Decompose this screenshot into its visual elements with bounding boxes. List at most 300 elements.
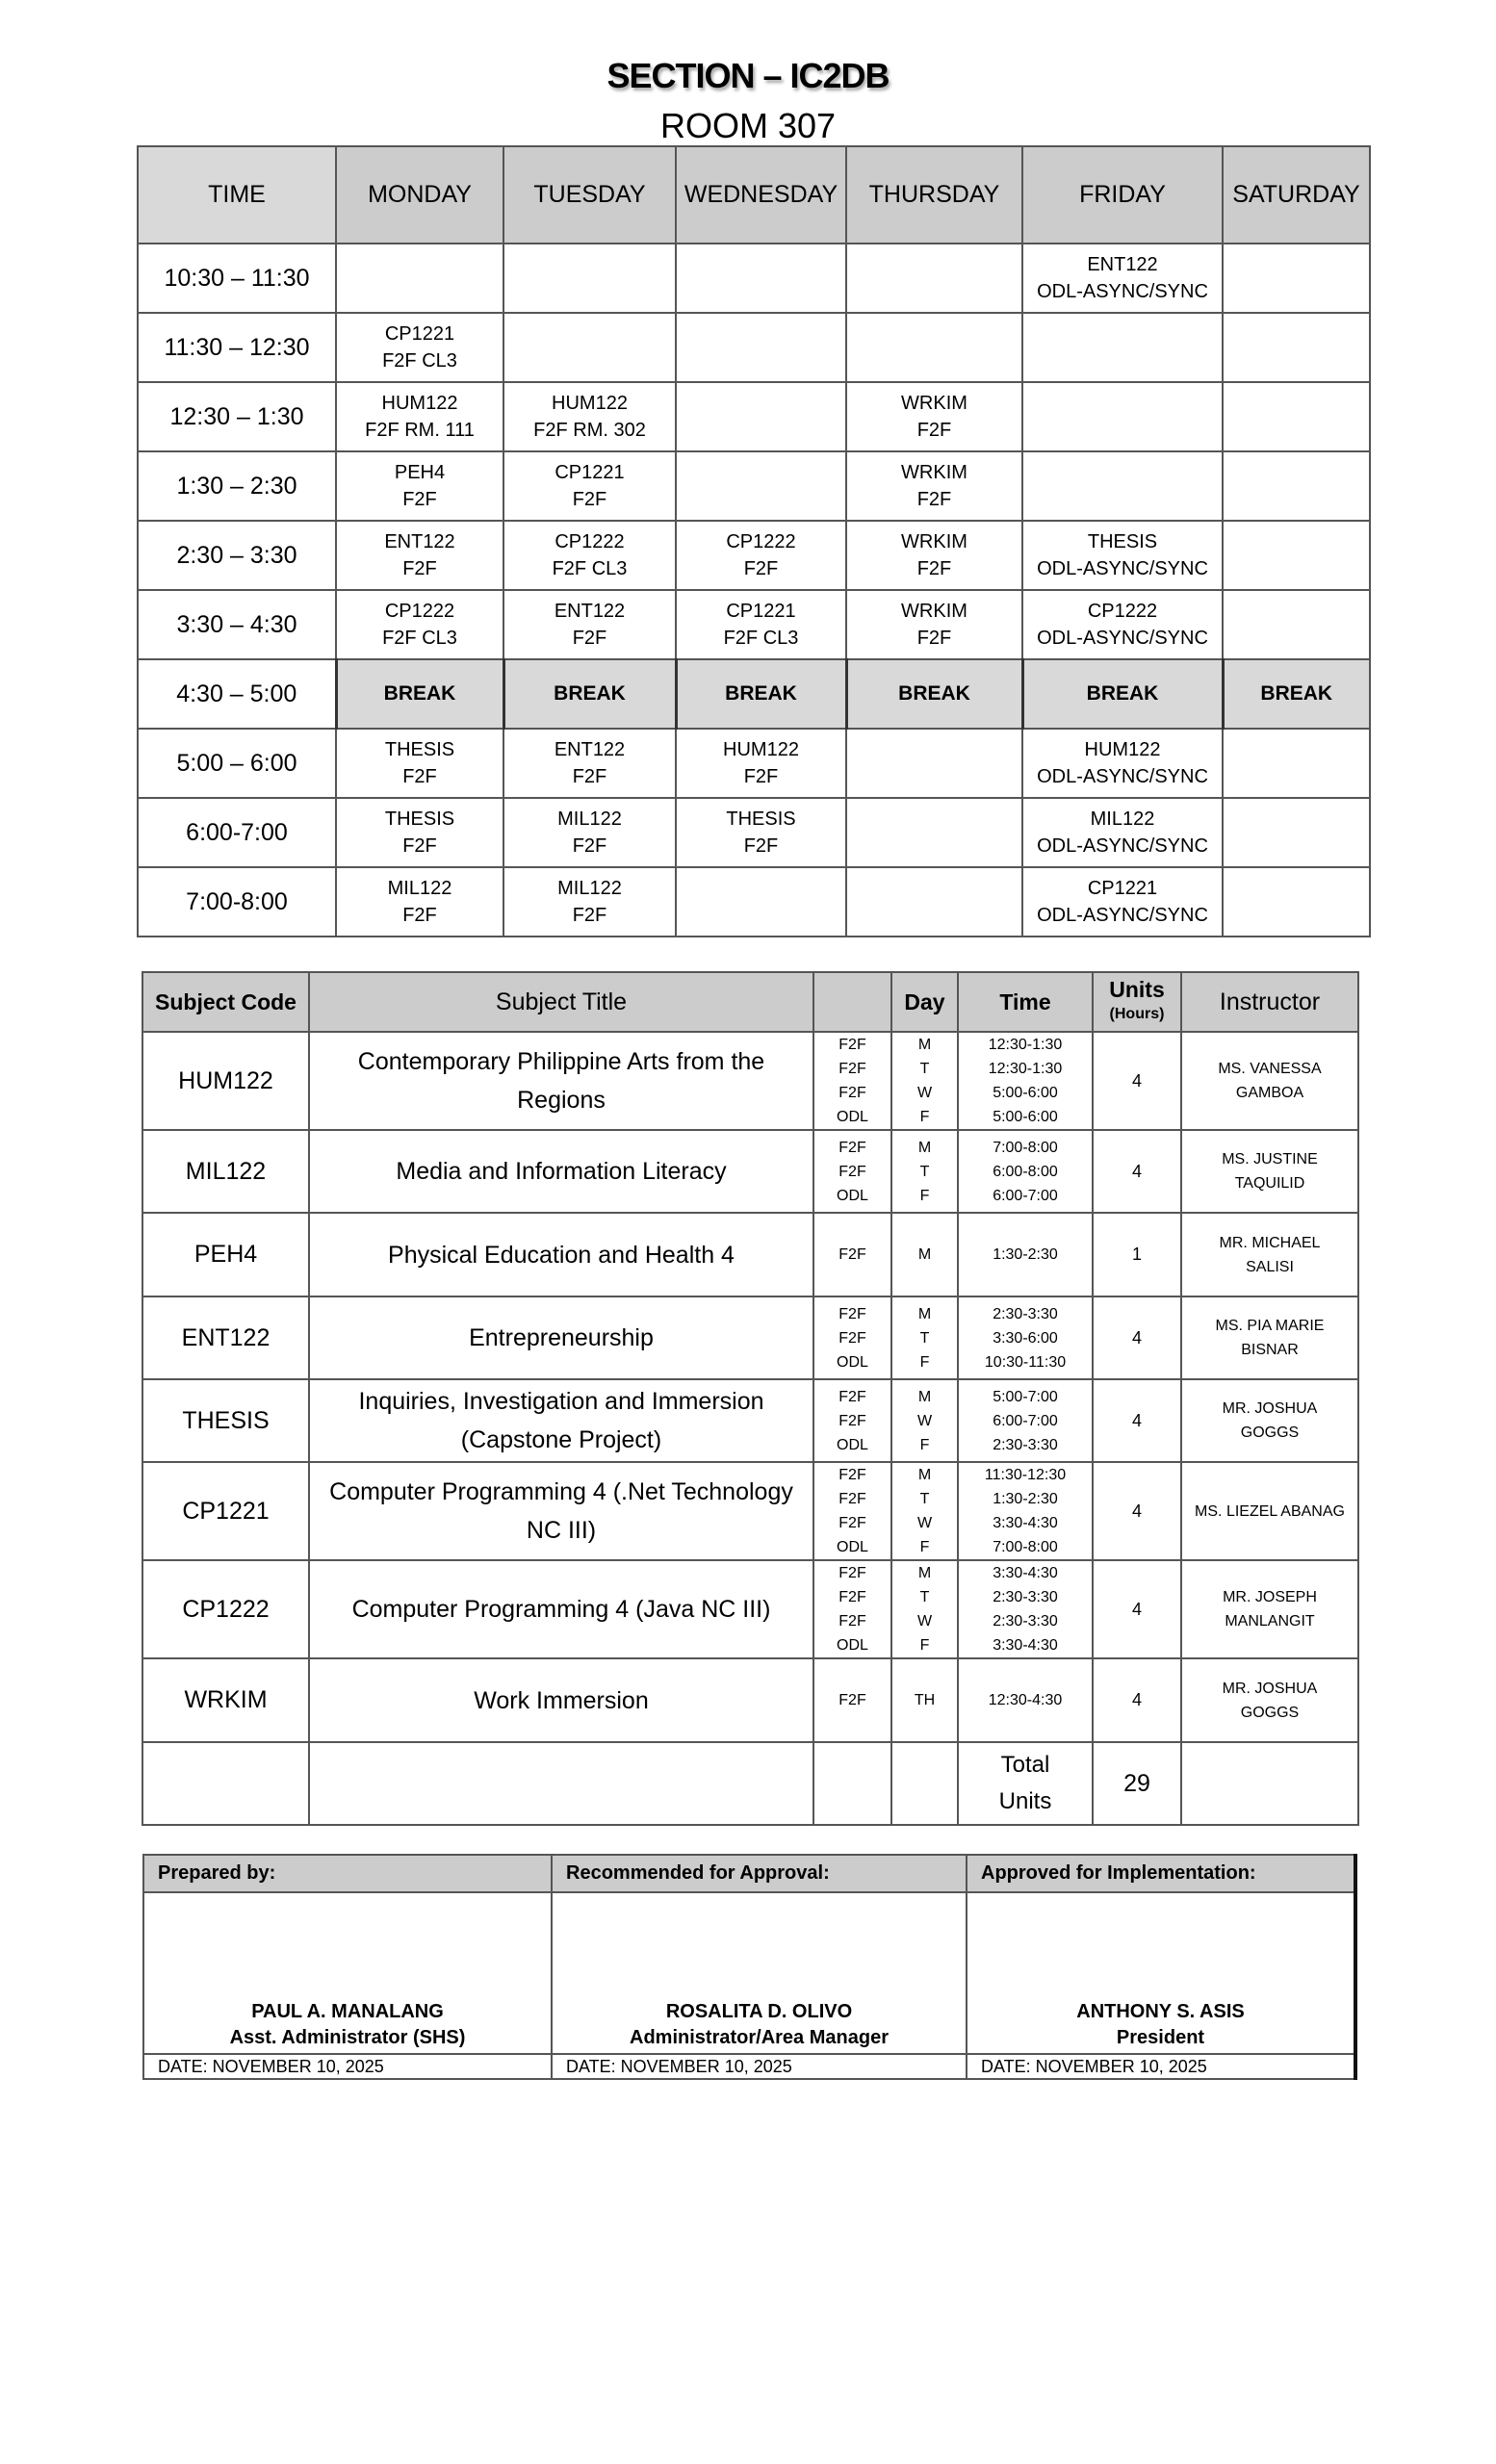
signature-recommended xyxy=(552,1892,967,2054)
signature-row xyxy=(143,1892,1355,2054)
delivery-mode: F2F xyxy=(402,905,437,926)
class-cell-wednesday xyxy=(676,729,846,798)
subject-row xyxy=(142,1032,1358,1130)
class-cell-friday xyxy=(1022,521,1223,590)
delivery-mode: F2F xyxy=(402,558,437,579)
instructor xyxy=(1181,1032,1358,1130)
delivery-mode: F2F xyxy=(572,766,607,787)
schedule-row xyxy=(138,382,1370,451)
break-row xyxy=(138,659,1370,729)
class-cell-saturday xyxy=(1223,729,1370,798)
delivery-mode: F2F xyxy=(572,489,607,510)
day: W xyxy=(916,1085,933,1101)
units-value: 4 xyxy=(1093,1296,1181,1379)
days xyxy=(891,1560,958,1658)
subject-code: PEH4 xyxy=(142,1213,309,1296)
subjects-header-row xyxy=(142,972,1358,1032)
class-cell-tuesday xyxy=(503,451,676,521)
empty-instructor xyxy=(1181,1742,1358,1825)
empty-title xyxy=(309,1742,813,1825)
time-range: 3:30-4:30 xyxy=(993,1565,1058,1581)
delivery-modes xyxy=(813,1560,891,1658)
class-cell-thursday xyxy=(846,867,1022,937)
subject-code: THESIS xyxy=(142,1379,309,1462)
delivery-mode: F2F xyxy=(916,558,952,579)
delivery-mode: ODL-ASYNC/SYNC xyxy=(1037,766,1208,787)
delivery-mode: F2F xyxy=(838,1515,866,1531)
subject-code: CP1221 xyxy=(555,462,625,483)
instructor xyxy=(1181,1296,1358,1379)
class-cell-saturday xyxy=(1223,382,1370,451)
delivery-modes xyxy=(813,1658,891,1742)
day: F xyxy=(919,1109,930,1125)
units-value: 4 xyxy=(1093,1462,1181,1560)
instructor-name-line: MR. JOSHUA xyxy=(1222,1680,1318,1697)
subject-code: ENT122 xyxy=(142,1296,309,1379)
prepared-by-heading: Prepared by: xyxy=(143,1855,552,1892)
delivery-mode: F2F xyxy=(743,835,779,857)
delivery-mode: ODL-ASYNC/SYNC xyxy=(1037,628,1208,649)
times xyxy=(958,1032,1093,1130)
class-cell-saturday xyxy=(1223,867,1370,937)
day: TH xyxy=(914,1692,936,1708)
delivery-mode: F2F xyxy=(838,1139,866,1156)
subject-code: ENT122 xyxy=(554,739,626,760)
class-cell-wednesday xyxy=(676,451,846,521)
delivery-mode: F2F xyxy=(402,835,437,857)
schedule-row xyxy=(138,867,1370,937)
delivery-mode: ODL xyxy=(837,1109,868,1125)
subject-code: CP1222 xyxy=(726,531,796,552)
delivery-mode: F2F xyxy=(838,1085,866,1101)
class-cell-wednesday xyxy=(676,313,846,382)
delivery-mode: F2F xyxy=(572,835,607,857)
delivery-mode: ODL xyxy=(837,1539,868,1555)
times xyxy=(958,1130,1093,1213)
subject-row xyxy=(142,1658,1358,1742)
room-label: ROOM 307 xyxy=(659,106,837,145)
time-range: 6:00-7:00 xyxy=(993,1187,1058,1204)
times xyxy=(958,1462,1093,1560)
class-cell-monday xyxy=(336,451,503,521)
schedule-row xyxy=(138,313,1370,382)
time-range: 6:00-8:00 xyxy=(993,1163,1058,1180)
delivery-mode: F2F xyxy=(838,1305,866,1322)
signature-prepared xyxy=(143,1892,552,2054)
day: M xyxy=(917,1037,932,1053)
delivery-mode: F2F xyxy=(838,1467,866,1483)
instructor-name-line: MR. MICHAEL xyxy=(1219,1234,1321,1251)
day: M xyxy=(917,1565,932,1581)
delivery-mode: F2F xyxy=(916,489,952,510)
class-cell-monday xyxy=(336,798,503,867)
class-cell-tuesday xyxy=(503,798,676,867)
time-range: 7:00-8:00 xyxy=(993,1139,1058,1156)
subject-code: CP1222 xyxy=(142,1560,309,1658)
total-units-label xyxy=(958,1742,1093,1825)
delivery-mode: F2F xyxy=(572,628,607,649)
subject-row xyxy=(142,1462,1358,1560)
instructor xyxy=(1181,1658,1358,1742)
subject-code: CP1221 xyxy=(1087,878,1158,899)
break-cell-tuesday: BREAK xyxy=(503,659,676,729)
subject-title: Entrepreneurship xyxy=(309,1296,813,1379)
subject-code: CP1221 xyxy=(726,601,796,622)
day: T xyxy=(919,1589,930,1605)
delivery-modes xyxy=(813,1213,891,1296)
weekly-schedule-table xyxy=(137,145,1371,937)
subject-code: CP1222 xyxy=(384,601,455,622)
delivery-mode: F2F xyxy=(838,1037,866,1053)
subject-code: CP1222 xyxy=(555,531,625,552)
time-range: 3:30-4:30 xyxy=(993,1637,1058,1654)
header-subject-title: Subject Title xyxy=(309,972,813,1032)
subject-row xyxy=(142,1560,1358,1658)
day: F xyxy=(919,1637,930,1654)
column-header-saturday: SATURDAY xyxy=(1223,146,1370,244)
units-value: 4 xyxy=(1093,1130,1181,1213)
schedule-header-row xyxy=(138,146,1370,244)
class-cell-monday xyxy=(336,313,503,382)
break-cell-wednesday: BREAK xyxy=(676,659,846,729)
signatory-name: PAUL A. MANALANG xyxy=(251,2001,444,2022)
subject-title: Contemporary Philippine Arts from the Regions xyxy=(309,1032,813,1130)
delivery-mode: F2F xyxy=(838,1388,866,1405)
break-cell-thursday: BREAK xyxy=(846,659,1022,729)
signatory-position: Asst. Administrator (SHS) xyxy=(229,2027,466,2048)
times xyxy=(958,1213,1093,1296)
time-range: 2:30-3:30 xyxy=(993,1613,1058,1630)
class-cell-friday xyxy=(1022,798,1223,867)
class-cell-thursday xyxy=(846,382,1022,451)
class-cell-tuesday xyxy=(503,729,676,798)
subject-title: Computer Programming 4 (.Net Technology NC III) xyxy=(309,1462,813,1560)
time-range: 5:00-7:00 xyxy=(993,1388,1058,1405)
delivery-mode: F2F xyxy=(838,1412,866,1429)
class-cell-thursday xyxy=(846,729,1022,798)
schedule-row xyxy=(138,244,1370,313)
empty-code xyxy=(142,1742,309,1825)
class-cell-tuesday xyxy=(503,382,676,451)
class-cell-thursday xyxy=(846,313,1022,382)
signatory-position: President xyxy=(1116,2027,1205,2048)
class-cell-monday xyxy=(336,590,503,659)
instructor-name-line: BISNAR xyxy=(1241,1342,1299,1358)
day: T xyxy=(919,1163,930,1180)
subject-code: THESIS xyxy=(384,739,455,760)
delivery-mode: F2F CL3 xyxy=(723,628,799,649)
instructor-name-line: MR. JOSEPH xyxy=(1223,1589,1317,1605)
class-cell-tuesday xyxy=(503,590,676,659)
delivery-mode: F2F xyxy=(838,1613,866,1630)
delivery-mode: ODL xyxy=(837,1187,868,1204)
class-cell-wednesday xyxy=(676,798,846,867)
recommended-heading: Recommended for Approval: xyxy=(552,1855,967,1892)
subject-code: THESIS xyxy=(726,808,796,830)
delivery-mode: F2F xyxy=(838,1491,866,1507)
delivery-mode: F2F xyxy=(838,1246,866,1263)
class-cell-wednesday xyxy=(676,244,846,313)
empty-mode xyxy=(813,1742,891,1825)
days xyxy=(891,1130,958,1213)
schedule-row xyxy=(138,729,1370,798)
units-value: 4 xyxy=(1093,1379,1181,1462)
signatory-name: ANTHONY S. ASIS xyxy=(1076,2001,1245,2022)
delivery-mode: ODL-ASYNC/SYNC xyxy=(1037,835,1208,857)
class-cell-friday xyxy=(1022,313,1223,382)
class-cell-saturday xyxy=(1223,244,1370,313)
class-cell-monday xyxy=(336,382,503,451)
delivery-modes xyxy=(813,1379,891,1462)
date-recommended: DATE: NOVEMBER 10, 2025 xyxy=(552,2054,967,2079)
day: F xyxy=(919,1436,930,1453)
day: M xyxy=(917,1139,932,1156)
empty-day xyxy=(891,1742,958,1825)
day: T xyxy=(919,1491,930,1507)
schedule-row xyxy=(138,590,1370,659)
subject-code: PEH4 xyxy=(394,462,446,483)
break-cell-monday: BREAK xyxy=(336,659,503,729)
days xyxy=(891,1658,958,1742)
subject-code: CP1221 xyxy=(142,1462,309,1560)
delivery-mode: F2F xyxy=(572,905,607,926)
instructor-name-line: GAMBOA xyxy=(1235,1085,1304,1101)
subject-code: HUM122 xyxy=(1084,739,1161,760)
day: F xyxy=(919,1539,930,1555)
subject-code: HUM122 xyxy=(723,739,799,760)
subject-code: THESIS xyxy=(384,808,455,830)
class-cell-saturday xyxy=(1223,313,1370,382)
day: W xyxy=(916,1613,933,1630)
class-cell-thursday xyxy=(846,798,1022,867)
column-header-wednesday: WEDNESDAY xyxy=(676,146,846,244)
class-cell-tuesday xyxy=(503,867,676,937)
days xyxy=(891,1032,958,1130)
class-cell-thursday xyxy=(846,521,1022,590)
section-title: SECTION – IC2DB xyxy=(606,56,890,95)
time-slot: 2:30 – 3:30 xyxy=(138,521,336,590)
units-value: 4 xyxy=(1093,1658,1181,1742)
class-cell-friday xyxy=(1022,729,1223,798)
subject-code: HUM122 xyxy=(142,1032,309,1130)
delivery-mode: F2F CL3 xyxy=(382,350,457,372)
instructor xyxy=(1181,1213,1358,1296)
time-range: 6:00-7:00 xyxy=(993,1412,1058,1429)
time-range: 5:00-6:00 xyxy=(993,1085,1058,1101)
class-cell-monday xyxy=(336,244,503,313)
class-cell-friday xyxy=(1022,867,1223,937)
column-header-tuesday: TUESDAY xyxy=(503,146,676,244)
total-units-value: 29 xyxy=(1093,1742,1181,1825)
instructor xyxy=(1181,1130,1358,1213)
subject-code: ENT122 xyxy=(554,601,626,622)
instructor xyxy=(1181,1462,1358,1560)
time-slot: 3:30 – 4:30 xyxy=(138,590,336,659)
delivery-mode: ODL-ASYNC/SYNC xyxy=(1037,281,1208,302)
class-cell-monday xyxy=(336,867,503,937)
signatory-name: ROSALITA D. OLIVO xyxy=(665,2001,853,2022)
time-range: 1:30-2:30 xyxy=(993,1491,1058,1507)
times xyxy=(958,1560,1093,1658)
subjects-body xyxy=(142,1032,1358,1825)
subjects-table xyxy=(142,971,1359,1826)
instructor-name-line: SALISI xyxy=(1246,1258,1294,1275)
time-range: 7:00-8:00 xyxy=(993,1539,1058,1555)
day: F xyxy=(919,1353,930,1371)
subject-title: Work Immersion xyxy=(309,1658,813,1742)
total-label-line: Total xyxy=(1000,1752,1050,1778)
delivery-mode: F2F xyxy=(916,628,952,649)
class-cell-friday xyxy=(1022,590,1223,659)
subject-code: CP1221 xyxy=(384,323,455,345)
time-slot: 1:30 – 2:30 xyxy=(138,451,336,521)
time-range: 2:30-3:30 xyxy=(993,1589,1058,1605)
subject-row xyxy=(142,1213,1358,1296)
break-cell-friday: BREAK xyxy=(1022,659,1223,729)
subject-row xyxy=(142,1130,1358,1213)
delivery-mode: F2F xyxy=(743,766,779,787)
subject-code: HUM122 xyxy=(552,393,628,414)
instructor-name-line: MS. VANESSA xyxy=(1218,1061,1322,1077)
signature-approved xyxy=(967,1892,1355,2054)
delivery-modes xyxy=(813,1130,891,1213)
class-cell-tuesday xyxy=(503,521,676,590)
subject-code: ENT122 xyxy=(1087,254,1158,275)
time-range: 12:30-1:30 xyxy=(988,1061,1063,1077)
time-range: 11:30-12:30 xyxy=(984,1467,1067,1483)
column-header-thursday: THURSDAY xyxy=(846,146,1022,244)
times xyxy=(958,1296,1093,1379)
time-range: 12:30-4:30 xyxy=(988,1692,1063,1708)
instructor-name-line: TAQUILID xyxy=(1234,1175,1305,1192)
subject-code: MIL122 xyxy=(557,878,622,899)
column-header-time: TIME xyxy=(138,146,336,244)
header-units-hours: (Hours) xyxy=(1109,1006,1165,1022)
instructor-name-line: MS. LIEZEL ABANAG xyxy=(1195,1502,1345,1520)
class-cell-friday xyxy=(1022,382,1223,451)
time-slot: 11:30 – 12:30 xyxy=(138,313,336,382)
subject-code: WRKIM xyxy=(901,393,967,414)
days xyxy=(891,1462,958,1560)
day: M xyxy=(917,1246,932,1263)
header-subject-code: Subject Code xyxy=(142,972,309,1032)
subject-title: Physical Education and Health 4 xyxy=(309,1213,813,1296)
delivery-mode: F2F RM. 111 xyxy=(365,420,475,441)
header-time: Time xyxy=(958,972,1093,1032)
subject-code: THESIS xyxy=(1087,531,1158,552)
instructor-name-line: MR. JOSHUA xyxy=(1222,1400,1318,1417)
class-cell-thursday xyxy=(846,451,1022,521)
instructor xyxy=(1181,1379,1358,1462)
days xyxy=(891,1379,958,1462)
times xyxy=(958,1379,1093,1462)
delivery-mode: F2F xyxy=(838,1329,866,1347)
signatory-position: Administrator/Area Manager xyxy=(630,2027,889,2048)
subject-code: MIL122 xyxy=(142,1130,309,1213)
time-slot: 7:00-8:00 xyxy=(138,867,336,937)
delivery-mode: F2F xyxy=(838,1589,866,1605)
delivery-mode: F2F xyxy=(402,766,437,787)
class-cell-tuesday xyxy=(503,244,676,313)
day: M xyxy=(917,1305,932,1322)
class-cell-saturday xyxy=(1223,451,1370,521)
header-mode xyxy=(813,972,891,1032)
day: M xyxy=(917,1467,932,1483)
schedule-row xyxy=(138,521,1370,590)
delivery-mode: ODL xyxy=(837,1436,868,1453)
schedule-body xyxy=(138,244,1370,937)
delivery-mode: F2F CL3 xyxy=(382,628,457,649)
time-slot: 12:30 – 1:30 xyxy=(138,382,336,451)
class-cell-wednesday xyxy=(676,521,846,590)
class-cell-wednesday xyxy=(676,590,846,659)
times xyxy=(958,1658,1093,1742)
class-cell-friday xyxy=(1022,244,1223,313)
instructor-name-line: MS. PIA MARIE xyxy=(1215,1318,1325,1334)
column-header-monday: MONDAY xyxy=(336,146,503,244)
schedule-row xyxy=(138,451,1370,521)
schedule-row xyxy=(138,798,1370,867)
header-day: Day xyxy=(891,972,958,1032)
delivery-mode: F2F xyxy=(838,1061,866,1077)
delivery-mode: F2F xyxy=(402,489,437,510)
days xyxy=(891,1296,958,1379)
day: F xyxy=(919,1187,930,1204)
date-row xyxy=(143,2054,1355,2079)
time-range: 3:30-6:00 xyxy=(993,1329,1058,1347)
time-slot: 5:00 – 6:00 xyxy=(138,729,336,798)
class-cell-wednesday xyxy=(676,382,846,451)
subject-title: Computer Programming 4 (Java NC III) xyxy=(309,1560,813,1658)
subject-title: Media and Information Literacy xyxy=(309,1130,813,1213)
day: T xyxy=(919,1061,930,1077)
units-value: 4 xyxy=(1093,1032,1181,1130)
subject-row xyxy=(142,1379,1358,1462)
subject-code: ENT122 xyxy=(384,531,455,552)
instructor-name-line: GOGGS xyxy=(1240,1704,1300,1721)
header-instructor: Instructor xyxy=(1181,972,1358,1032)
delivery-mode: ODL xyxy=(837,1353,868,1371)
time-range: 2:30-3:30 xyxy=(993,1436,1058,1453)
day: M xyxy=(917,1388,932,1405)
delivery-mode: F2F xyxy=(838,1565,866,1581)
approved-heading: Approved for Implementation: xyxy=(967,1855,1355,1892)
class-cell-thursday xyxy=(846,590,1022,659)
signatures-table xyxy=(142,1854,1357,2080)
instructor-name-line: MS. JUSTINE xyxy=(1222,1151,1318,1168)
time-range: 10:30-11:30 xyxy=(984,1353,1067,1371)
time-slot: 10:30 – 11:30 xyxy=(138,244,336,313)
delivery-mode: F2F xyxy=(743,558,779,579)
class-cell-saturday xyxy=(1223,798,1370,867)
class-cell-tuesday xyxy=(503,313,676,382)
time-range: 5:00-6:00 xyxy=(993,1109,1058,1125)
class-cell-saturday xyxy=(1223,521,1370,590)
subject-code: CP1222 xyxy=(1087,601,1158,622)
date-approved: DATE: NOVEMBER 10, 2025 xyxy=(967,2054,1355,2079)
delivery-mode: ODL-ASYNC/SYNC xyxy=(1037,905,1208,926)
subject-code: MIL122 xyxy=(557,808,622,830)
class-cell-monday xyxy=(336,729,503,798)
subject-code: MIL122 xyxy=(1090,808,1155,830)
signature-heading-row xyxy=(143,1855,1355,1892)
header-units xyxy=(1093,972,1181,1032)
delivery-mode: F2F xyxy=(838,1692,866,1708)
delivery-modes xyxy=(813,1032,891,1130)
time-range: 3:30-4:30 xyxy=(993,1515,1058,1531)
subject-code: WRKIM xyxy=(901,531,967,552)
delivery-mode: ODL xyxy=(837,1637,868,1654)
